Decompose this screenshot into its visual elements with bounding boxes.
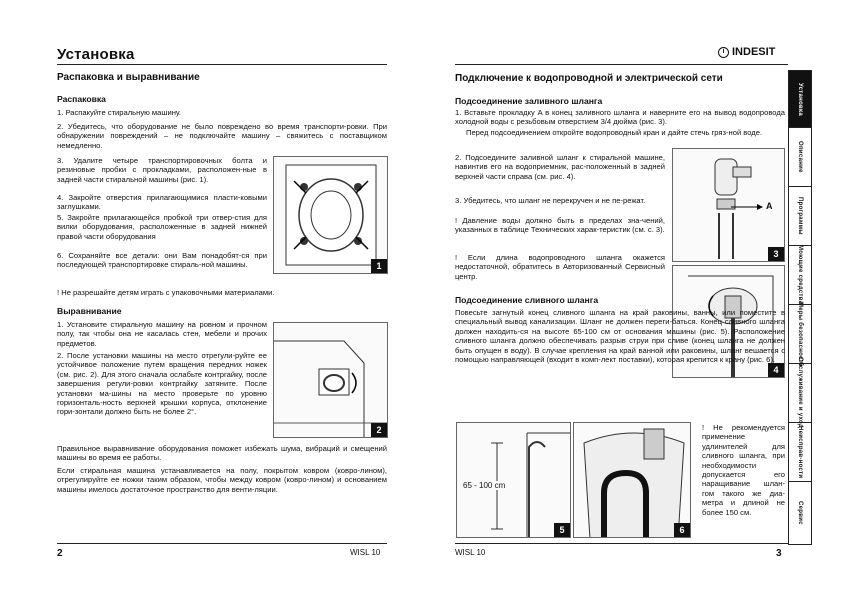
level-paragraph-4: Если стиральная машина устанавливается на полу, покрытом ковром (ковро-лином), отрегулируйте ее ножки таким образом, чтобы между ковром (ковро-лином) и основанием машины имелось достаточное пространство для венти-ляции. (57, 466, 387, 494)
figure-3-tap-connection (672, 148, 785, 262)
level-paragraph-3: Правильное выравнивание оборудования поможет избежать шума, вибраций и смещений машины во время ее работы. (57, 444, 387, 463)
drain-guide-illustration (574, 423, 691, 538)
figure-6-number: 6 (674, 523, 690, 537)
drain-instructions: Повесьте загнутый конец сливного шланга на край раковины, ванны, или поместите в специальный вывод канализации. Шланг не должен переги-баться. Конец сливного шланга должен находить-ся на высоте 65-100 см от основания машины (рис. 5). Расположение сливного шланга должно обеспечивать разрыв струи при сливе (конец шланга не должен быть опущен в воду). В случае крепления на край ванной или раковины, шланг вешается с помощью направляющей (входит в комп-лект поставки), которая крепится к крану (рис. 6). (455, 308, 785, 365)
footer-rule-right (455, 543, 788, 544)
model-right: WISL 10 (455, 548, 486, 557)
section-tab-bar (788, 70, 812, 545)
tab-troubleshooting[interactable]: Неисправ-ности (789, 423, 811, 482)
tab-programs[interactable]: Программы (789, 187, 811, 246)
footer-rule-left (57, 543, 387, 544)
figure-4-number: 4 (768, 363, 784, 377)
inlet-warning-pressure: ! Давление воды должно быть в пределах зна-чений, указанных в таблице Технических харак-теристик (см. с. 3). (455, 216, 665, 235)
logo-i-icon: i (718, 47, 729, 58)
model-left: WISL 10 (350, 548, 381, 557)
figure-5-number: 5 (554, 523, 570, 537)
tab-installation[interactable]: Установка (789, 71, 811, 128)
figure-5-drain-height (456, 422, 571, 538)
heading-leveling: Выравнивание (57, 306, 122, 316)
logo-text: INDESIT (732, 46, 776, 58)
figure-2-adjustable-feet (273, 322, 388, 438)
section-title-unpacking-leveling: Распаковка и выравнивание (57, 72, 200, 83)
figure-6-drain-guide (573, 422, 691, 538)
unpack-step-5: 5. Закройте прилагающейся пробкой три отвер-стия для вилки оборудования, расположенные в задней нижней правой части оборудования (57, 213, 267, 241)
figure-1-number: 1 (371, 259, 387, 273)
inlet-warning-length: ! Если длина водопроводного шланга окажется недостаточной, обратитесь в Авторизованный Сервисный центр. (455, 253, 665, 281)
washer-back-illustration (274, 157, 388, 274)
heading-drain-hose: Подсоединение сливного шланга (455, 295, 599, 305)
page-number-right: 3 (776, 548, 782, 559)
figure-2-number: 2 (371, 423, 387, 437)
page-title: Установка (57, 46, 135, 63)
unpack-step-6: 6. Сохраняйте все детали: они Вам понадобят-ся при последующей транспортировке стираль-ной машины. (57, 251, 267, 270)
level-step-2: 2. После установки машины на место отрегули-руйте ее устойчивое положение путем вращения передних ножек (см. рис. 2). Для этого сначала ослабьте контргайку, после завершения регули-ровки контргайку затяните. После установки ма-шины на место проверьте по уровню горизонталь-ность верхней крышки корпуса, отклонение гори-зонтали должно быть не более 2°. (57, 351, 267, 417)
inlet-step-1b: Перед подсоединением откройте водопроводный кран и дайте стечь гряз-ной воде. (466, 128, 763, 137)
unpack-step-2: 2. Убедитесь, что оборудование не было повреждено во время транспорти-ровки. При обнаружении повреждений – не подключайте машину – свяжитесь с поставщиком немедленно. (57, 122, 387, 150)
tab-safety[interactable]: Меры безопасности (789, 305, 811, 364)
figure-3-number: 3 (768, 247, 784, 261)
level-step-1: 1. Установите стиральную машину на ровном и прочном полу, так чтобы она не касалась стен, мебели и прочих предметов. (57, 320, 267, 348)
page-number-left: 2 (57, 548, 63, 559)
unpack-step-4: 4. Закройте отверстия прилагающимися пласти-ковыми заглушками. (57, 193, 267, 212)
inlet-step-1: 1. Вставьте прокладку A в конец заливного шланга и наверните его на вывод водопровода холодной воды с резьбовым отверстием 3/4 дюйма (рис. 3). (455, 108, 785, 127)
title-rule (57, 64, 387, 65)
tab-service[interactable]: Сервис (797, 501, 803, 525)
tab-maintenance[interactable]: Обслуживание и уход (789, 364, 811, 423)
figure-1-transport-bolts (273, 156, 388, 274)
drain-warning-extension: ! Не рекомендуется применение удлинителей для сливного шланга, при необходимости допускается его наращивание шлан-гом такого же диа-метра и длиной не более 150 см. (702, 423, 785, 517)
figure-5-measurement: 65 - 100 cm (463, 481, 506, 490)
brand-logo (718, 46, 775, 58)
tab-detergents[interactable]: Моющие средства (789, 246, 811, 305)
heading-inlet-hose: Подсоединение заливного шланга (455, 96, 603, 106)
unpack-step-3: 3. Удалите четыре транспортировочных болта и резиновые пробки с прокладками, расположен-ные в задней части стиральной машины (рис. 1). (57, 156, 267, 184)
unpack-warning: ! Не разрешайте детям играть с упаковочными материалами. (57, 288, 275, 297)
tab-description[interactable]: Описание (789, 128, 811, 187)
heading-unpacking: Распаковка (57, 94, 106, 104)
unpack-step-1: 1. Распакуйте стиральную машину. (57, 108, 182, 117)
feet-illustration (274, 323, 388, 438)
inlet-step-3: 3. Убедитесь, что шланг не перекручен и не пе-режат. (455, 196, 646, 205)
inlet-step-2: 2. Подсоедините заливной шланг к стиральной машине, навинтив его на водоприемник, рас-положенный в задней верхней части справа (см. рис. 4). (455, 153, 665, 181)
figure-3-label: A (766, 201, 773, 211)
section-title-connection: Подключение к водопроводной и электрической сети (455, 73, 723, 84)
title-rule-right (455, 64, 788, 65)
